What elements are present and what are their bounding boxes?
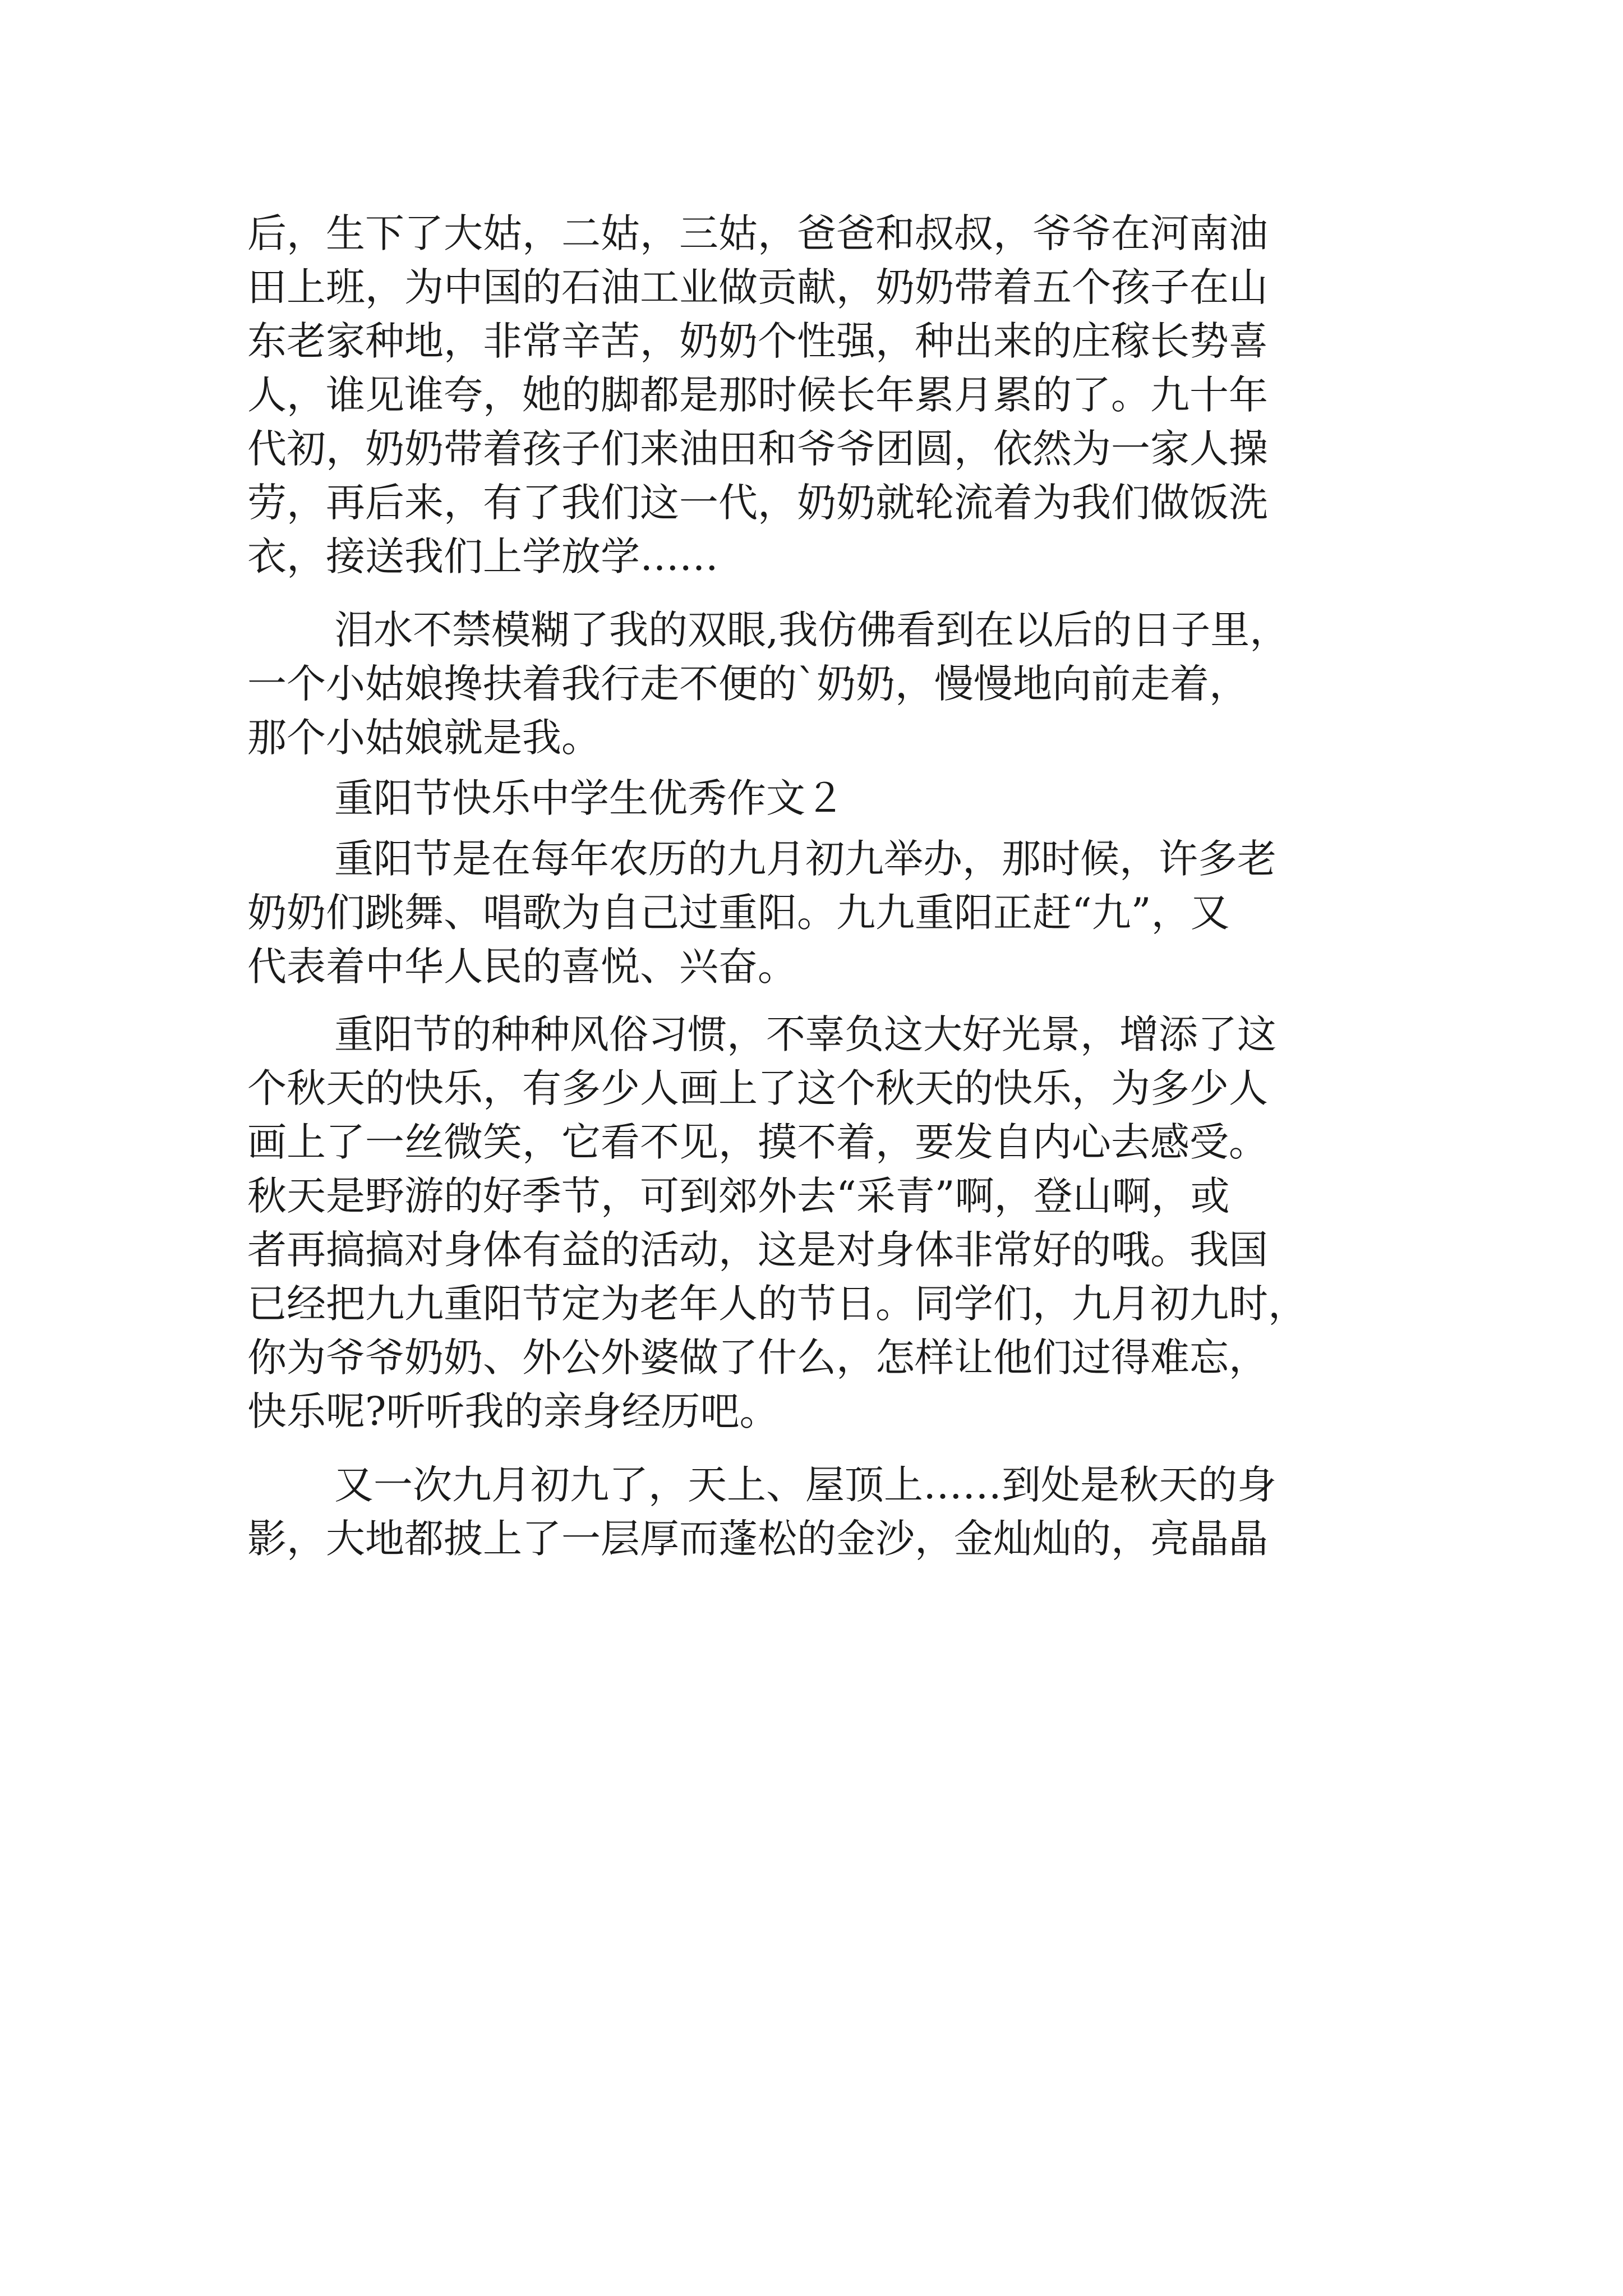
text-line: 已经把九九重阳节定为老年人的节日。同学们，九月初九时，	[247, 1281, 1307, 1327]
text-line: 代表着中华人民的喜悦、兴奋。	[247, 944, 797, 990]
text-line: 影，大地都披上了一层厚而蓬松的金沙，金灿灿的，亮晶晶	[247, 1516, 1268, 1562]
paragraph-gap	[247, 583, 1386, 603]
essay-title: 重阳节快乐中学生优秀作文２	[334, 775, 845, 821]
paragraph-gap	[247, 765, 1386, 771]
text-line: 重阳节的种种风俗习惯，不辜负这大好光景，增添了这	[334, 1011, 1276, 1057]
paragraph-grandmother-story	[247, 206, 1386, 583]
text-line: 田上班，为中国的石油工业做贡献，奶奶带着五个孩子在山	[247, 264, 1268, 310]
text-line: 一个小姑娘搀扶着我行走不便的`奶奶，慢慢地向前走着，	[247, 661, 1248, 707]
text-line: 劳，再后来，有了我们这一代，奶奶就轮流着为我们做饭洗	[247, 480, 1268, 526]
paragraph-autumn	[247, 1458, 1386, 1566]
paragraph-gap	[247, 993, 1386, 1007]
text-line: 快乐呢?听听我的亲身经历吧。	[247, 1388, 779, 1434]
text-line: 衣，接送我们上学放学……	[247, 533, 718, 579]
text-line: 奶奶们跳舞、唱歌为自己过重阳。九九重阳正赶“九”，又	[247, 890, 1230, 936]
text-line: 后，生下了大姑，二姑，三姑，爸爸和叔叔，爷爷在河南油	[247, 210, 1268, 256]
text-line: 秋天是野游的好季节，可到郊外去“采青”啊，登山啊，或	[247, 1173, 1230, 1219]
text-line: 人，谁见谁夸，她的脚都是那时候长年累月累的了。九十年	[247, 372, 1268, 418]
paragraph-gap	[247, 1438, 1386, 1458]
text-line: 重阳节是在每年农历的九月初九举办，那时候，许多老	[334, 836, 1276, 882]
section-heading	[247, 771, 1386, 825]
paragraph-customs	[247, 1007, 1386, 1438]
paragraph-gap	[247, 825, 1386, 832]
paragraph-tears	[247, 603, 1386, 765]
text-line: 那个小姑娘就是我。	[247, 715, 601, 761]
text-line: 代初，奶奶带着孩子们来油田和爷爷团圆，依然为一家人操	[247, 426, 1268, 472]
text-line: 画上了一丝微笑，它看不见，摸不着，要发自内心去感受。	[247, 1119, 1268, 1165]
text-line: 东老家种地，非常辛苦，奶奶个性强，种出来的庄稼长势喜	[247, 318, 1268, 364]
text-line: 泪水不禁模糊了我的双眼,我仿佛看到在以后的日子里，	[334, 607, 1289, 653]
text-line: 又一次九月初九了，天上、屋顶上……到处是秋天的身	[334, 1462, 1276, 1508]
document-body	[247, 206, 1386, 1566]
text-line: 个秋天的快乐，有多少人画上了这个秋天的快乐，为多少人	[247, 1065, 1268, 1111]
paragraph-intro	[247, 832, 1386, 993]
text-line: 你为爷爷奶奶、外公外婆做了什么，怎样让他们过得难忘，	[247, 1335, 1268, 1381]
text-line: 者再搞搞对身体有益的活动，这是对身体非常好的哦。我国	[247, 1227, 1268, 1273]
